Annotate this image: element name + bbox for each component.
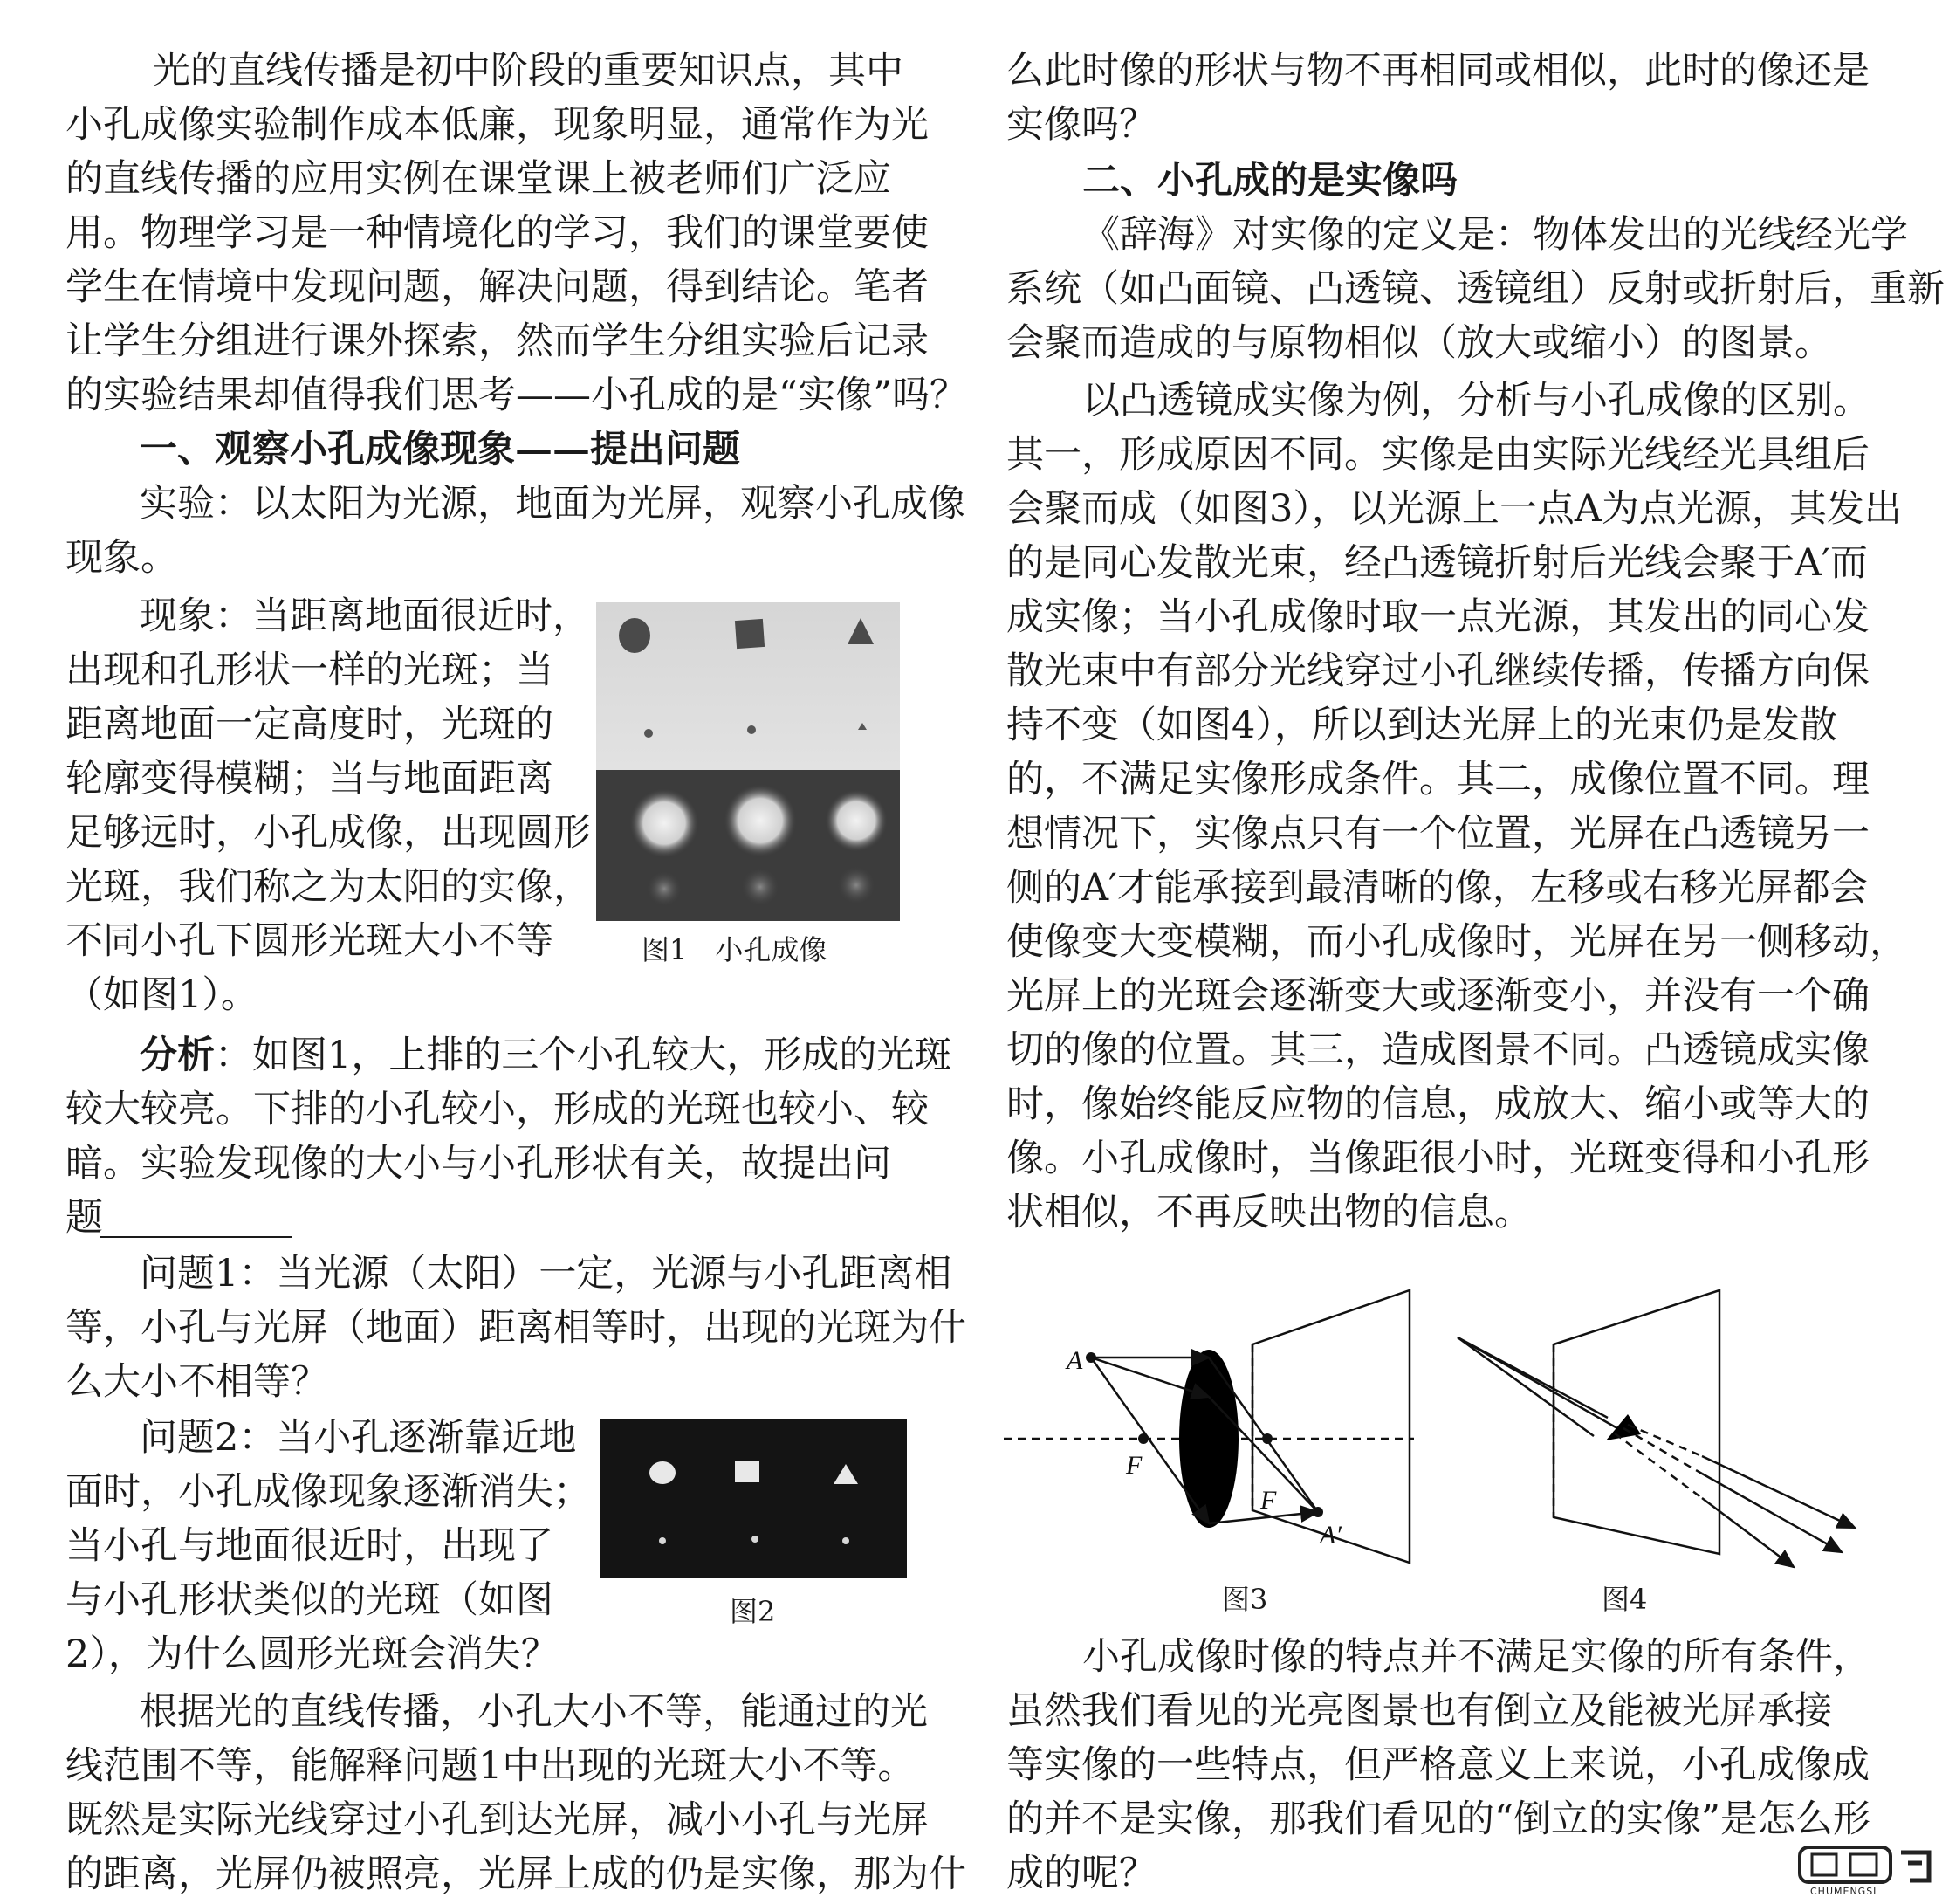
spot-small (659, 1537, 666, 1544)
light-spot-large (629, 788, 699, 858)
label-a-prime: A′ (1320, 1521, 1342, 1550)
light-spot-small (835, 864, 877, 906)
figure1-caption: 图1 小孔成像 (642, 933, 827, 966)
figure4-diagram (1449, 1275, 1868, 1589)
figure2-background (600, 1419, 907, 1578)
question1-line: 等，小孔与光屏（地面）距离相等时，出现的光斑为什 (65, 1306, 966, 1350)
question2-line: 与小孔形状类似的光斑（如图 (65, 1578, 553, 1622)
question2-line: 问题2：当小孔逐渐靠近地 (140, 1416, 577, 1460)
comparison-line: 想情况下，实像点只有一个位置，光屏在凸透镜另一 (1006, 812, 1870, 856)
light-spot-small (739, 866, 781, 908)
figure2-caption: 图2 (730, 1595, 776, 1628)
section1-heading: 一、观察小孔成像现象——提出问题 (140, 428, 740, 471)
spot-circle (649, 1461, 676, 1484)
phenomenon-line: 现象：当距离地面很近时， (140, 595, 590, 638)
comparison-line: 切的像的位置。其三，造成图景不同。凸透镜成实像 (1006, 1028, 1870, 1072)
comparison-line: 侧的A′才能承接到最清晰的像，左移或右移光屏都会 (1006, 866, 1868, 910)
comparison-line: 会聚而成（如图3），以光源上一点A为点光源，其发出 (1006, 487, 1902, 531)
section2-heading: 二、小孔成的是实像吗 (1082, 159, 1458, 203)
definition-line: 会聚而造成的与原物相似（放大或缩小）的图景。 (1006, 321, 1832, 365)
reasoning-line: 的距离，光屏仍被照亮，光屏上成的仍是实像，那为什 (65, 1852, 966, 1896)
logo-text: CHUMENGSI (1810, 1886, 1877, 1897)
experiment-line: 现象。 (65, 536, 178, 580)
reasoning-line: 根据光的直线传播，小孔大小不等，能通过的光 (140, 1690, 928, 1734)
reasoning-line: 线范围不等，能解释问题1中出现的光斑大小不等。 (65, 1744, 916, 1788)
analysis-text: ：如图1，上排的三个小孔较大，形成的光斑 (215, 1034, 952, 1077)
small-hole (644, 729, 653, 738)
comparison-line: 时，像始终能反应物的信息，成放大、缩小或等大的 (1006, 1083, 1870, 1126)
ray-incident (1458, 1337, 1608, 1418)
definition-line: 系统（如凸面镜、凸透镜、透镜组）反射或折射后，重新 (1006, 267, 1945, 311)
experiment-line: 实验：以太阳为光源，地面为光屏，观察小孔成像 (140, 482, 965, 526)
figure1-photo (596, 602, 900, 921)
comparison-line: 成实像；当小孔成像时取一点光源，其发出的同心发 (1006, 595, 1870, 639)
comparison-line: 像。小孔成像时，当像距很小时，光斑变得和小孔形 (1006, 1137, 1870, 1180)
conclusion-line: 虽然我们看见的光亮图景也有倒立及能被光屏承接 (1006, 1689, 1832, 1733)
continuation-line: 实像吗？ (1006, 103, 1156, 147)
phenomenon-line: 距离地面一定高度时，光斑的 (65, 703, 553, 746)
logo-glyph (1812, 1854, 1836, 1875)
conclusion-line: 的并不是实像，那我们看见的“倒立的实像”是怎么形 (1006, 1797, 1870, 1841)
hole-square (735, 619, 765, 649)
question1-line: 么大小不相等？ (65, 1360, 328, 1404)
figure3-caption: 图3 (1222, 1583, 1268, 1616)
label-a: A (1067, 1346, 1083, 1375)
intro-line: 的直线传播的应用实例在课堂课上被老师们广泛应 (65, 157, 891, 201)
focal-point (1262, 1433, 1273, 1444)
phenomenon-line: 出现和孔形状一样的光斑；当 (65, 649, 553, 692)
phenomenon-line: 足够远时，小孔成像，出现圆形 (65, 811, 591, 855)
point-a-prime (1313, 1507, 1323, 1517)
ray-out (1702, 1498, 1794, 1567)
intro-line: 光的直线传播是初中阶段的重要知识点，其中 (153, 49, 903, 93)
figure4-caption: 图4 (1602, 1583, 1648, 1616)
intro-line: 用。物理学习是一种情境化的学习，我们的课堂要使 (65, 211, 929, 255)
reasoning-line: 既然是实际光线穿过小孔到达光屏，减小小孔与光屏 (65, 1798, 929, 1842)
light-spot-large (825, 789, 888, 852)
figure2-photo (600, 1419, 907, 1578)
comparison-line: 状相似，不再反映出物的信息。 (1006, 1191, 1532, 1234)
spot-small (751, 1536, 758, 1543)
small-hole (747, 725, 756, 734)
question2-line: 面时，小孔成像现象逐渐消失； (65, 1470, 591, 1514)
conclusion-line: 小孔成像时像的特点并不满足实像的所有条件， (1082, 1635, 1870, 1679)
comparison-line: 其一，形成原因不同。实像是由实际光线经光具组后 (1006, 433, 1870, 477)
light-spot-small (645, 870, 683, 908)
analysis-line: 题 (65, 1196, 103, 1240)
analysis-line: 较大较亮。下排的小孔较小，形成的光斑也较小、较 (65, 1088, 929, 1131)
comparison-line: 持不变（如图4），所以到达光屏上的光束仍是发散 (1006, 704, 1837, 747)
point-a (1086, 1352, 1096, 1363)
question2-line: 2），为什么圆形光斑会消失？ (65, 1632, 559, 1676)
question1-line: 问题1：当光源（太阳）一定，光源与小孔距离相 (140, 1252, 952, 1296)
phenomenon-line: （如图1）。 (65, 973, 258, 1017)
convex-lens (1179, 1350, 1239, 1528)
analysis-line: 暗。实验发现像的大小与小孔形状有关，故提出问 (65, 1142, 891, 1186)
comparison-line: 光屏上的光斑会逐渐变大或逐渐变小，并没有一个确 (1006, 974, 1870, 1018)
logo-mark (1901, 1852, 1929, 1880)
figure3-diagram (995, 1275, 1431, 1589)
label-f: F (1260, 1486, 1277, 1515)
phenomenon-line: 轮廓变得模糊；当与地面距离 (65, 757, 553, 801)
conclusion-line: 成的呢？ (1006, 1852, 1156, 1895)
intro-line: 学生在情境中发现问题，解决问题，得到结论。笔者 (65, 265, 929, 309)
logo-glyph (1850, 1854, 1877, 1875)
ray-incident (1458, 1337, 1594, 1436)
question2-line: 当小孔与地面很近时，出现了 (65, 1524, 553, 1568)
analysis-label: 分析 (140, 1034, 215, 1077)
spot-small (842, 1537, 849, 1544)
hole-circle (619, 618, 650, 653)
intro-line: 小孔成像实验制作成本低廉，现象明显，通常作为光 (65, 103, 929, 147)
intro-line: 的实验结果却值得我们思考——小孔成的是“实像”吗？ (65, 374, 967, 417)
conclusion-line: 等实像的一些特点，但严格意义上来说，小孔成像成 (1006, 1743, 1870, 1787)
phenomenon-line: 不同小孔下圆形光斑大小不等 (65, 919, 553, 963)
light-spot-large (724, 784, 797, 857)
comparison-line: 的，不满足实像形成条件。其二，成像位置不同。理 (1006, 758, 1870, 801)
comparison-line: 散光束中有部分光线穿过小孔继续传播，传播方向保 (1006, 650, 1870, 693)
comparison-line: 的是同心发散光束，经凸透镜折射后光线会聚于A′而 (1006, 541, 1868, 585)
phenomenon-line: 光斑，我们称之为太阳的实像， (65, 865, 591, 909)
spot-square (735, 1461, 759, 1482)
analysis-line (140, 1028, 951, 1083)
comparison-line: 使像变大变模糊，而小孔成像时，光屏在另一侧移动， (1006, 920, 1907, 964)
definition-line: 《辞海》对实像的定义是：物体发出的光线经光学 (1082, 213, 1908, 257)
label-f: F (1126, 1451, 1143, 1480)
continuation-line: 么此时像的形状与物不再相同或相似，此时的像还是 (1006, 49, 1870, 93)
barrier-screen (1554, 1290, 1719, 1554)
blank-underline (100, 1236, 292, 1238)
comparison-line: 以凸透镜成实像为例，分析与小孔成像的区别。 (1082, 379, 1870, 423)
intro-line: 让学生分组进行课外探索，然而学生分组实验后记录 (65, 320, 929, 363)
watermark-logo (1798, 1844, 1938, 1898)
focal-point (1138, 1433, 1149, 1444)
